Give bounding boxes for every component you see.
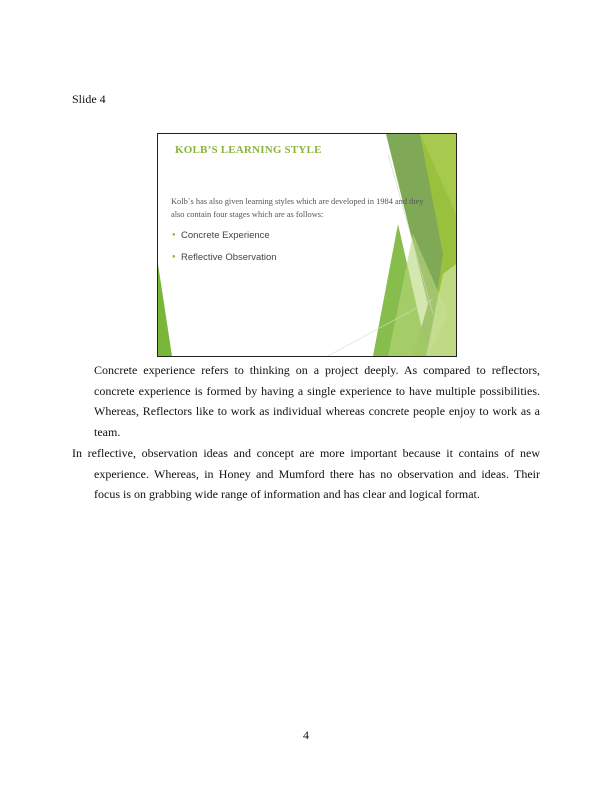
slide-title: KOLB’S LEARNING STYLE [175,144,322,156]
list-item: ● Reflective Observation [172,252,277,263]
slide-thumbnail [157,133,457,357]
bullet-icon: ● [172,254,176,260]
paragraph-reflective-observation: In reflective, observation ideas and concept are more important because it contains of new experience. Whereas, in Honey and Mumford there has no observation and ideas. Their focus is on grabbing wide range of information and has clear and logical format. [72,446,540,501]
slide-label: Slide 4 [72,92,106,106]
slide-body-text: Kolb`s has also given learning styles which are developed in 1984 and they also contain four stages which are as follows: [171,197,424,219]
paragraph-concrete-experience: Concrete experience refers to thinking on a project deeply. As compared to reflectors, concrete experience is formed by having a single experience to have multiple possibilities. Whereas, Reflectors like to work as individual whereas concrete people enjoy to work as a team. [94,363,540,439]
slide-bullet-list [172,230,277,274]
bullet-icon: ● [172,232,176,238]
page-number: 4 [303,728,309,742]
list-item: ● Concrete Experience [172,230,270,241]
